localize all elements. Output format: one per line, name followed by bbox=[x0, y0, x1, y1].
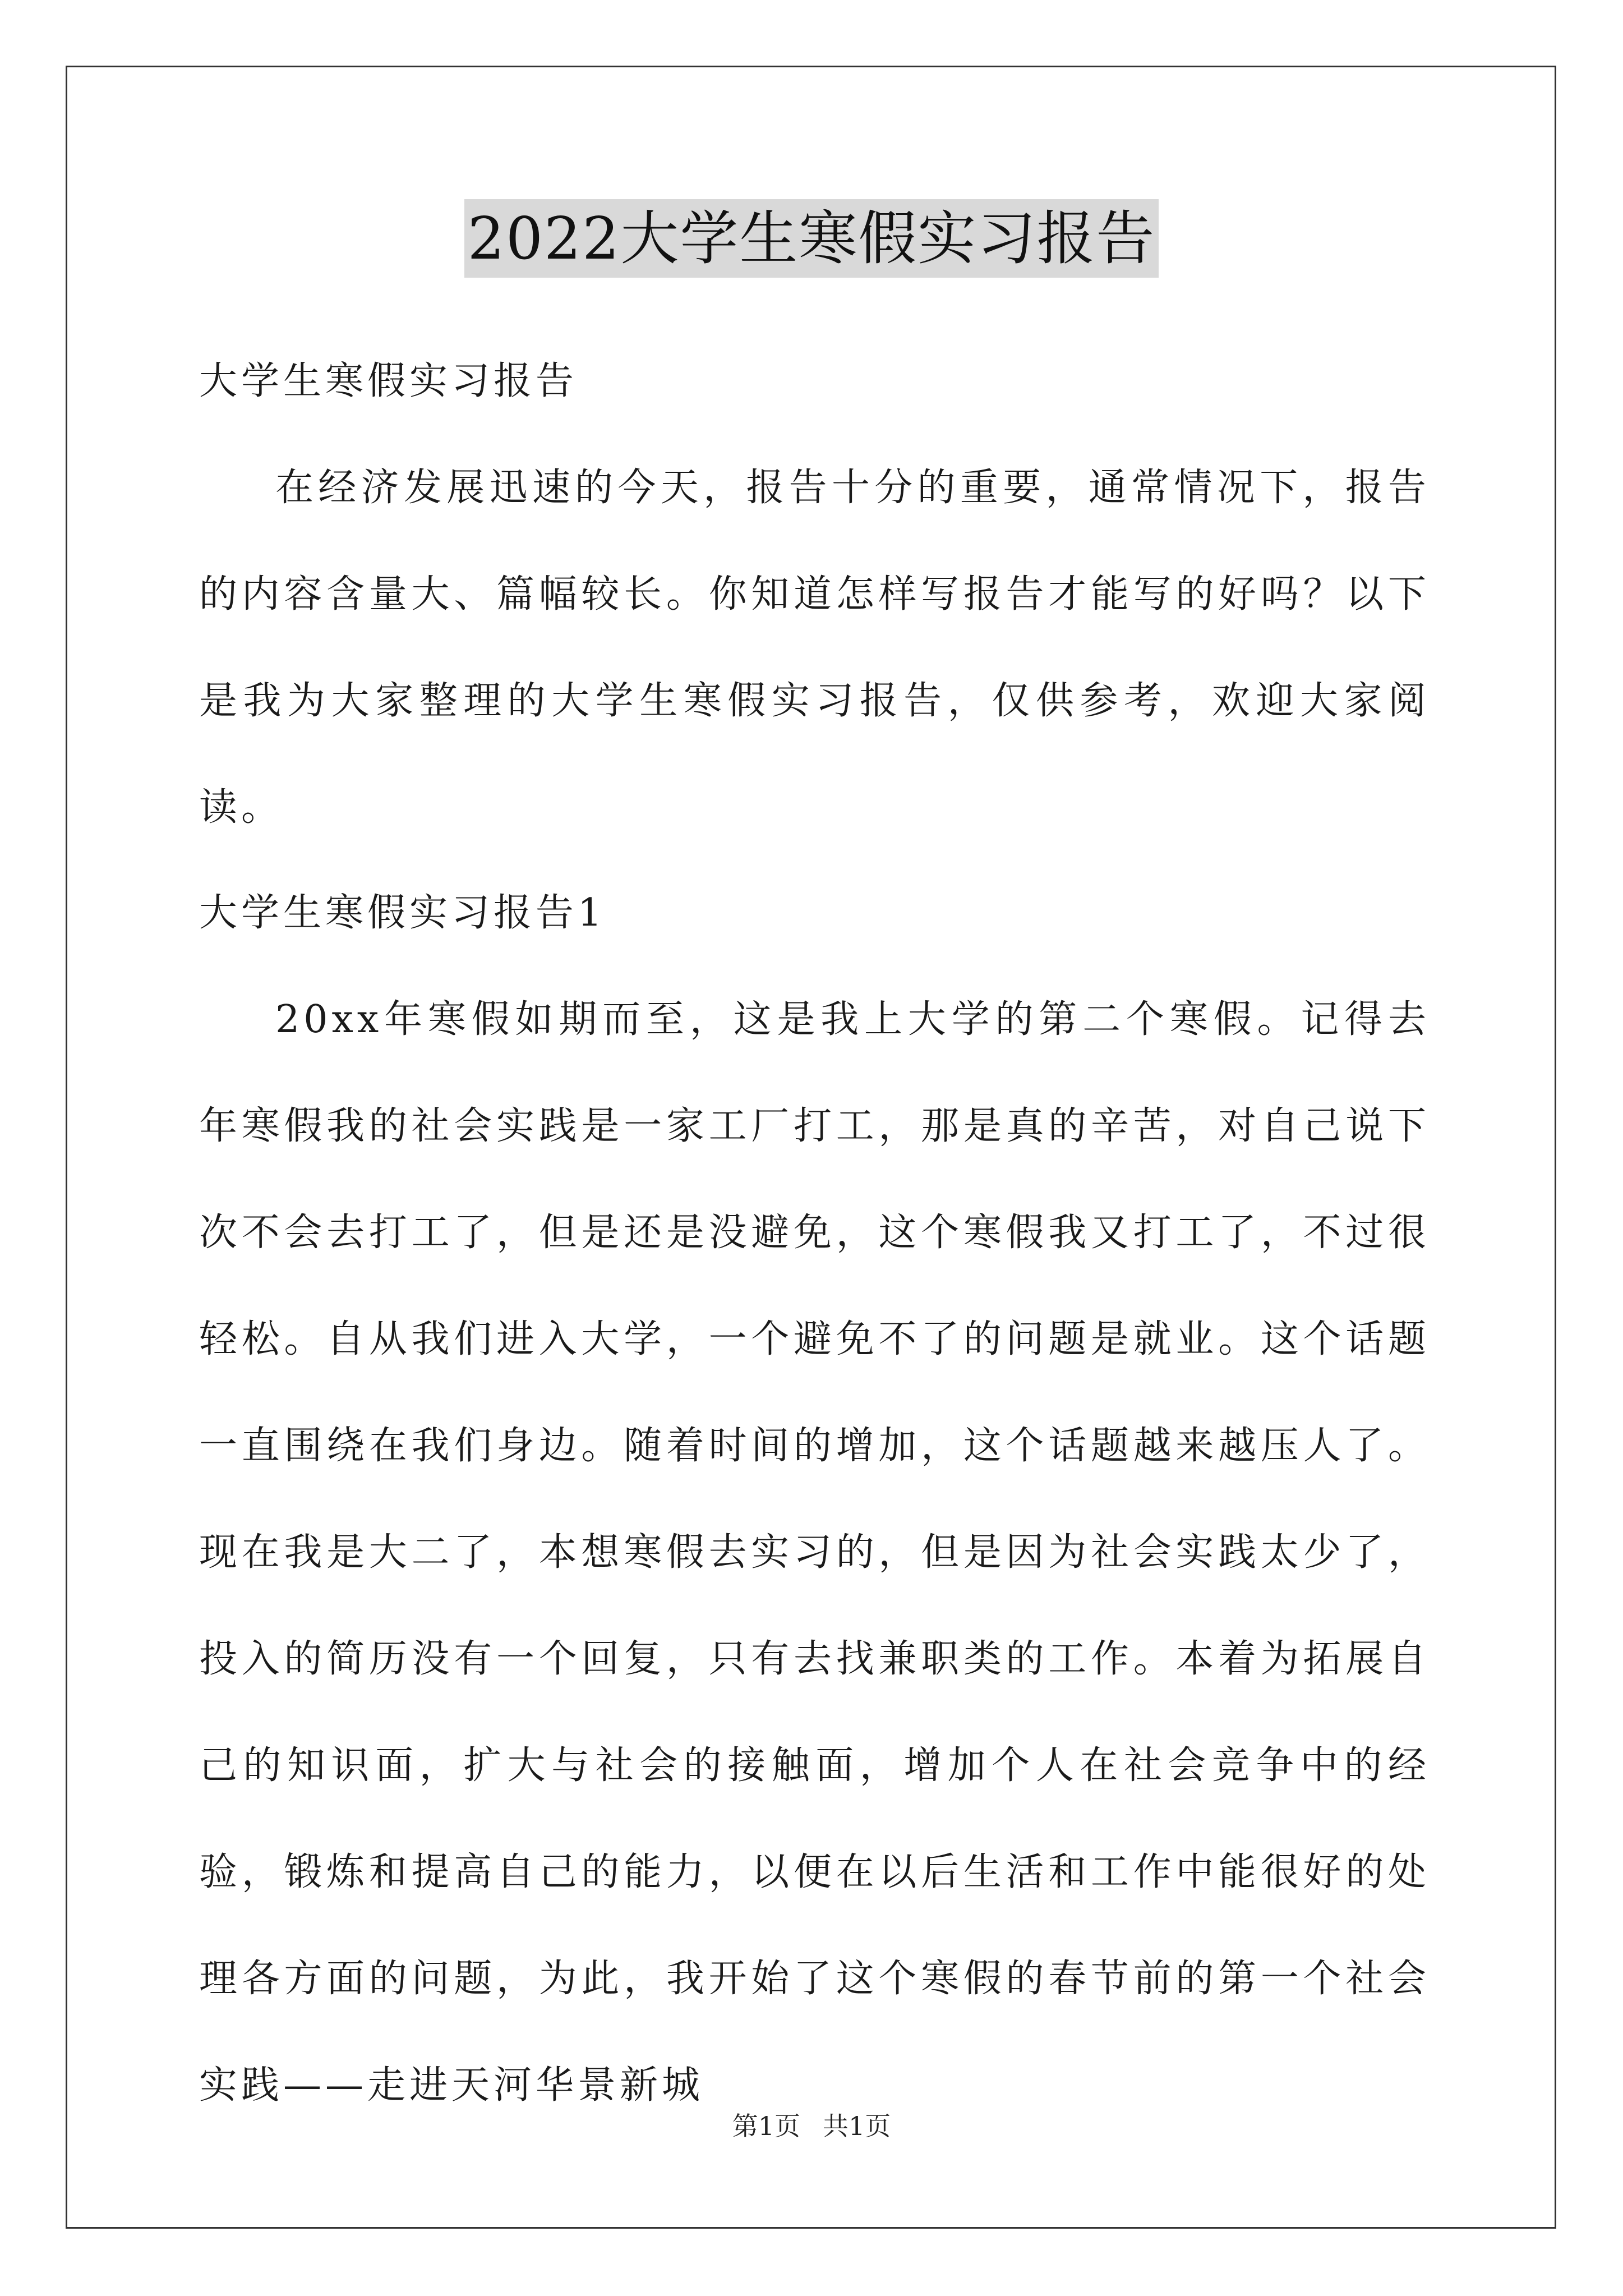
title-container bbox=[0, 199, 1623, 278]
section1-paragraph: 20xx年寒假如期而至，这是我上大学的第二个寒假。记得去年寒假我的社会实践是一家工厂打工，那是真的辛苦，对自己说下次不会去打工了，但是还是没避免，这个寒假我又打工了，不过很轻松。自从我们进入大学，一个避免不了的问题是就业。这个话题一直围绕在我们身边。随着时间的增加，这个话题越来越压人了。现在我是大二了，本想寒假去实习的，但是因为社会实践太少了，投入的简历没有一个回复，只有去找兼职类的工作。本着为拓展自己的知识面，扩大与社会的接触面，增加个人在社会竞争中的经验，锻炼和提高自己的能力，以便在以后生活和工作中能很好的处理各方面的问题，为此，我开始了这个寒假的春节前的第一个社会实践——走进天河华景新城 bbox=[199, 997, 1430, 2108]
document-title: 2022大学生寒假实习报告 bbox=[464, 199, 1159, 278]
page-footer bbox=[0, 2109, 1623, 2143]
intro-heading: 大学生寒假实习报告 bbox=[199, 359, 578, 403]
page-number-current: 第1页 bbox=[732, 2111, 800, 2141]
page-number-total: 共1页 bbox=[823, 2111, 891, 2141]
intro-paragraph: 在经济发展迅速的今天，报告十分的重要，通常情况下，报告的内容含量大、篇幅较长。你知道怎样写报告才能写的好吗？以下是我为大家整理的大学生寒假实习报告，仅供参考，欢迎大家阅读。 bbox=[199, 466, 1430, 830]
section1-heading: 大学生寒假实习报告1 bbox=[199, 891, 606, 935]
